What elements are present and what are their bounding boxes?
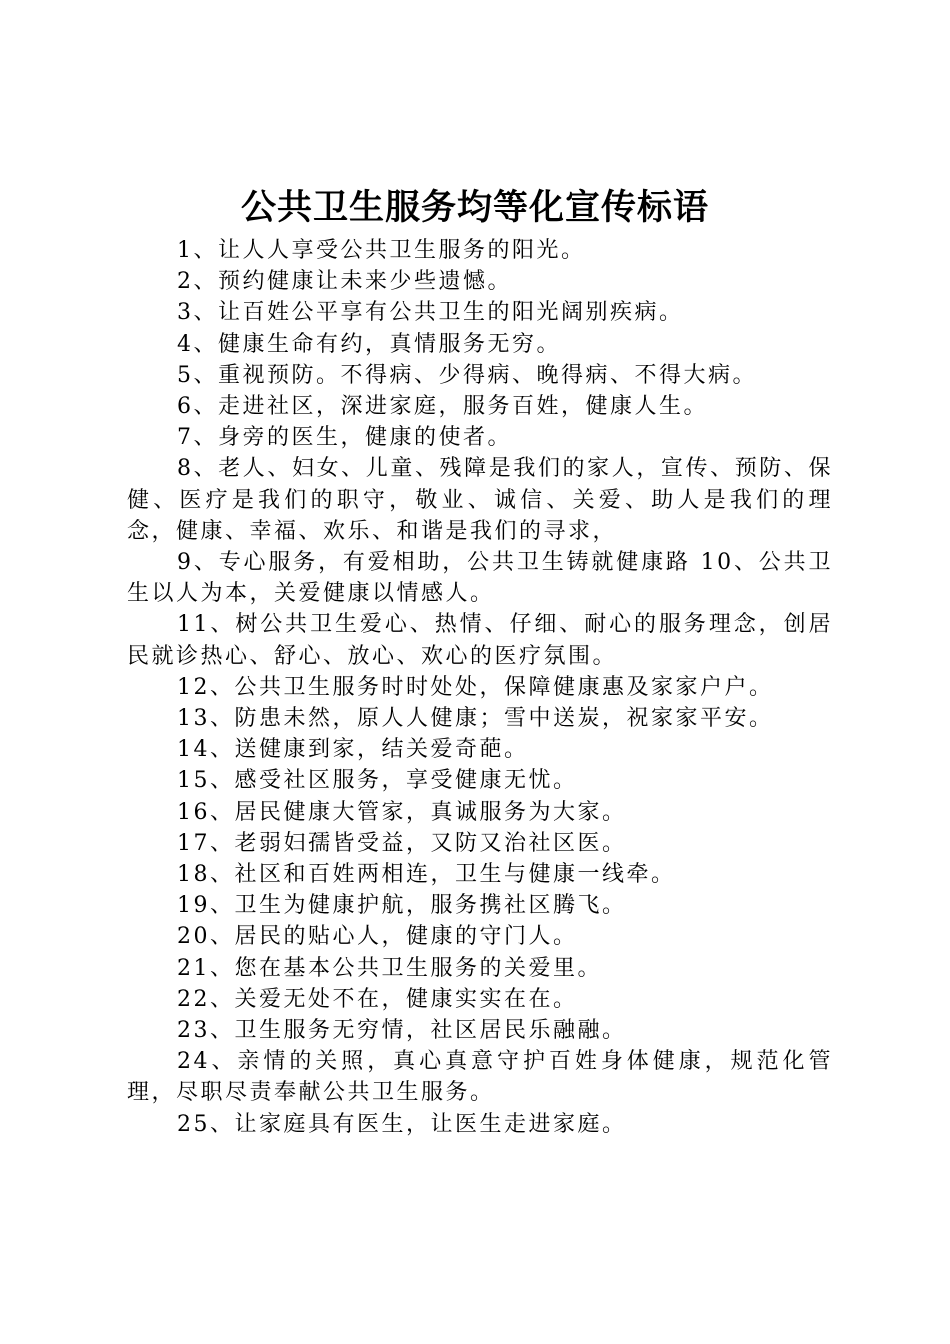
slogan-item: 7、身旁的医生，健康的使者。 — [177, 425, 512, 451]
slogan-item: 1、让人人享受公共卫生服务的阳光。 — [177, 238, 586, 263]
slogan-item: 3、让百姓公平享有公共卫生的阳光阔别疾病。 — [177, 300, 684, 326]
slogan-item: 2、预约健康让未来少些遗憾。 — [177, 269, 512, 295]
slogan-item: 20、居民的贴心人，健康的守门人。 — [177, 924, 578, 950]
document-title: 公共卫生服务均等化宣传标语 — [240, 188, 709, 228]
slogan-item: 6、走进社区，深进家庭，服务百姓，健康人生。 — [177, 394, 708, 420]
slogan-item: 21、您在基本公共卫生服务的关爱里。 — [177, 955, 602, 981]
slogan-item: 25、让家庭具有医生，让医生走进家庭。 — [177, 1111, 627, 1137]
slogan-list — [127, 235, 833, 1140]
slogan-item: 22、关爱无处不在，健康实实在在。 — [177, 986, 578, 1012]
slogan-item: 13、防患未然，原人人健康；雪中送炭，祝家家平安。 — [177, 706, 774, 732]
slogan-item: 14、送健康到家，结关爱奇葩。 — [177, 737, 529, 763]
slogan-item: 24、亲情的关照，真心真意守护百姓身体健康，规范化管理，尽职尽责奉献公共卫生服务。 — [127, 1049, 833, 1106]
slogan-item: 19、卫生为健康护航，服务携社区腾飞。 — [177, 893, 627, 919]
slogan-item: 9、专心服务，有爱相助，公共卫生铸就健康路 10、公共卫生以人为本，关爱健康以情感人。 — [127, 550, 833, 607]
slogan-item: 5、重视预防。不得病、少得病、晚得病、不得大病。 — [177, 362, 757, 388]
slogan-item: 11、树公共卫生爱心、热情、仔细、耐心的服务理念，创居民就诊热心、舒心、放心、欢心的医疗氛围。 — [127, 612, 833, 669]
slogan-item: 17、老弱妇孺皆受益，又防又治社区医。 — [177, 830, 627, 856]
slogan-item: 15、感受社区服务，享受健康无忧。 — [177, 768, 578, 794]
slogan-item: 8、老人、妇女、儿童、残障是我们的家人，宣传、预防、保健、医疗是我们的职守，敬业、诚信、关爱、助人是我们的理念，健康、幸福、欢乐、和谐是我们的寻求， — [127, 456, 833, 544]
slogan-item: 18、社区和百姓两相连，卫生与健康一线牵。 — [177, 862, 676, 888]
slogan-item: 23、卫生服务无穷情，社区居民乐融融。 — [177, 1018, 627, 1044]
slogan-item: 16、居民健康大管家，真诚服务为大家。 — [177, 799, 627, 825]
slogan-item: 12、公共卫生服务时时处处，保障健康惠及家家户户。 — [177, 674, 774, 700]
slogan-item: 4、健康生命有约，真情服务无穷。 — [177, 331, 561, 357]
